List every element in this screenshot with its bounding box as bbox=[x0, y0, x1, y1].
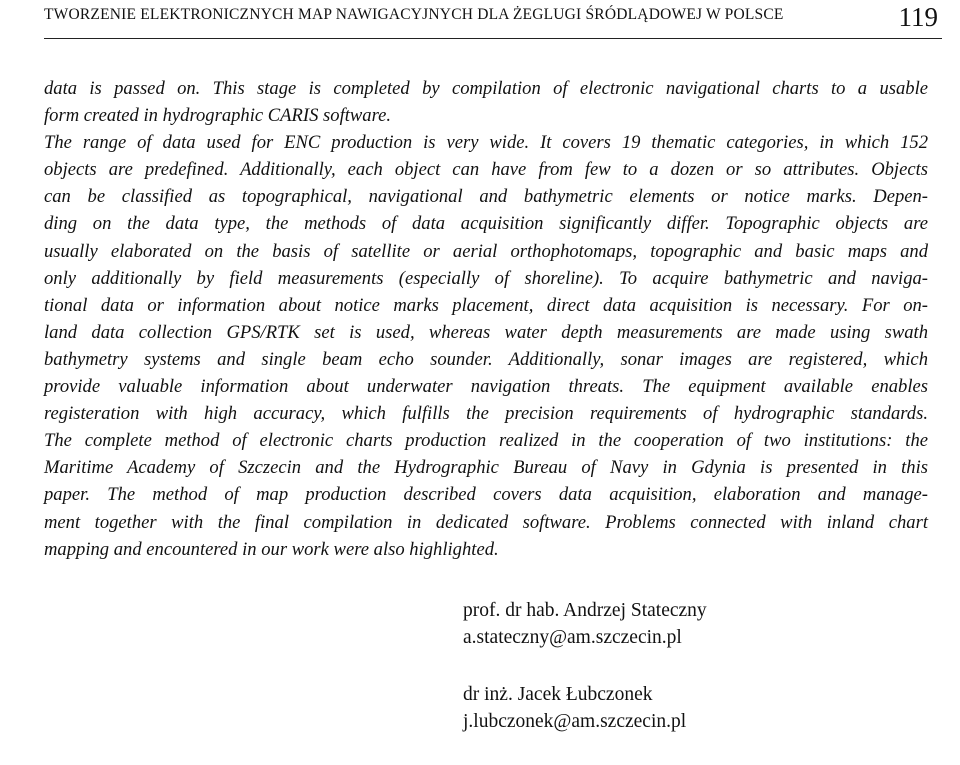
author-affiliations bbox=[463, 597, 707, 765]
abstract-line: ment together with the final compilation in dedicated software. Problems connected with inland chart bbox=[44, 511, 928, 533]
abstract-line: Maritime Academy of Szczecin and the Hydrographic Bureau of Navy in Gdynia is presented in this bbox=[44, 457, 928, 479]
author-name: dr inż. Jacek Łubczonek bbox=[463, 684, 653, 705]
abstract-paragraph bbox=[44, 75, 928, 563]
abstract-line: provide valuable information about underwater navigation threats. The equipment available enables bbox=[44, 376, 928, 398]
abstract-line: mapping and encountered in our work were also highlighted. bbox=[44, 538, 499, 560]
author-email: a.stateczny@am.szczecin.pl bbox=[463, 627, 682, 648]
running-title: TWORZENIE ELEKTRONICZNYCH MAP NAWIGACYJNYCH DLA ŻEGLUGI ŚRÓDLĄDOWEJ W POLSCE bbox=[44, 6, 784, 23]
abstract-line: land data collection GPS/RTK set is used, whereas water depth measurements are made using swath bbox=[44, 321, 928, 343]
author-email: j.lubczonek@am.szczecin.pl bbox=[463, 711, 687, 732]
abstract-line: only additionally by field measurements (especially of shoreline). To acquire bathymetric and naviga- bbox=[44, 267, 928, 289]
abstract-line: The range of data used for ENC production is very wide. It covers 19 thematic categories, in which 152 bbox=[44, 132, 928, 154]
abstract-line: tional data or information about notice marks placement, direct data acquisition is necessary. For on- bbox=[44, 294, 928, 316]
abstract-line: form created in hydrographic CARIS software. bbox=[44, 105, 392, 127]
running-header bbox=[44, 0, 942, 39]
abstract-line: ding on the data type, the methods of data acquisition significantly differ. Topographic objects are bbox=[44, 213, 928, 235]
abstract-line: paper. The method of map production described covers data acquisition, elaboration and manage- bbox=[44, 484, 928, 506]
abstract-line: usually elaborated on the basis of satellite or aerial orthophotomaps, topographic and basic maps and bbox=[44, 240, 928, 262]
abstract-line: data is passed on. This stage is completed by compilation of electronic navigational charts to a usable bbox=[44, 78, 928, 99]
abstract-line: registeration with high accuracy, which fulfills the precision requirements of hydrographic standards. bbox=[44, 403, 928, 425]
abstract-line: The complete method of electronic charts production realized in the cooperation of two institutions: the bbox=[44, 430, 928, 452]
page-number: 119 bbox=[898, 2, 938, 32]
author-block bbox=[463, 597, 707, 651]
author-block bbox=[463, 681, 707, 735]
abstract-line: objects are predefined. Additionally, each object can have from few to a dozen or so attributes. Objects bbox=[44, 159, 928, 181]
author-name: prof. dr hab. Andrzej Stateczny bbox=[463, 600, 707, 621]
abstract-line: bathymetry systems and single beam echo sounder. Additionally, sonar images are registered, which bbox=[44, 348, 928, 370]
abstract-line: can be classified as topographical, navigational and bathymetric elements or notice marks. Depen- bbox=[44, 186, 928, 208]
